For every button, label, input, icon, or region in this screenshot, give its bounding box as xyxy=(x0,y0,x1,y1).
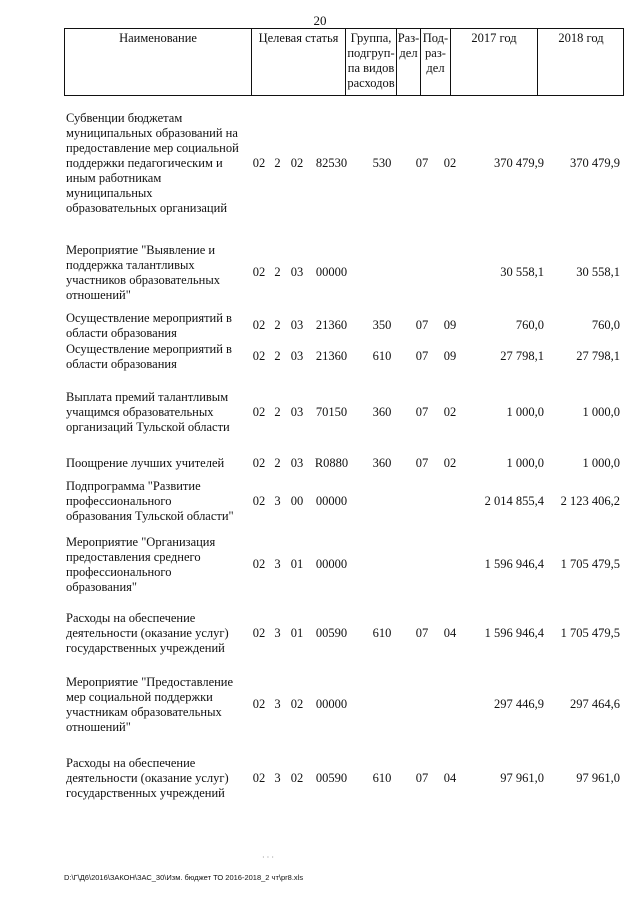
header-2018: 2018 год xyxy=(537,29,624,95)
row-name-line: участников образовательных xyxy=(66,273,220,287)
row-c4: 00000 xyxy=(315,265,348,279)
row-subsection: 02 xyxy=(443,405,457,419)
row-y2018: 1 705 479,5 xyxy=(560,626,620,640)
row-c4: 00590 xyxy=(315,771,348,785)
row-c1: 02 xyxy=(252,318,266,332)
row-c4: 21360 xyxy=(315,318,348,332)
scan-artifact: · · · xyxy=(262,853,274,862)
row-y2018: 27 798,1 xyxy=(576,349,620,363)
header-group xyxy=(345,29,396,95)
row-subsection: 02 xyxy=(443,456,457,470)
row-name xyxy=(66,390,249,435)
row-group: 360 xyxy=(372,405,392,419)
row-c1: 02 xyxy=(252,771,266,785)
row-subsection: 04 xyxy=(443,626,457,640)
header-line: расходов xyxy=(347,76,395,90)
row-name-line: Субвенции бюджетам xyxy=(66,111,183,125)
row-subsection: 02 xyxy=(443,156,457,170)
row-y2018: 97 961,0 xyxy=(576,771,620,785)
row-c2: 3 xyxy=(274,557,281,571)
row-c2: 3 xyxy=(274,697,281,711)
row-c2: 2 xyxy=(274,318,281,332)
row-c4: 00000 xyxy=(315,494,348,508)
row-c2: 2 xyxy=(274,265,281,279)
row-c2: 3 xyxy=(274,494,281,508)
table-row xyxy=(0,111,640,216)
row-name-line: области образования xyxy=(66,357,177,371)
row-c1: 02 xyxy=(252,156,266,170)
row-y2017: 1 596 946,4 xyxy=(484,557,544,571)
row-name-line: Мероприятие "Выявление и xyxy=(66,243,216,257)
row-y2017: 27 798,1 xyxy=(500,349,544,363)
row-name xyxy=(66,535,249,595)
row-y2018: 1 000,0 xyxy=(582,405,620,419)
row-y2017: 370 479,9 xyxy=(494,156,544,170)
row-name-line: мер социальной поддержки xyxy=(66,690,213,704)
row-c1: 02 xyxy=(252,349,266,363)
row-name-line: поддержка талантливых xyxy=(66,258,195,272)
row-group: 530 xyxy=(372,156,392,170)
row-y2017: 297 446,9 xyxy=(494,697,544,711)
table-row xyxy=(0,756,640,801)
row-y2017: 760,0 xyxy=(515,318,544,332)
row-name-line: муниципальных образований на xyxy=(66,126,238,140)
row-y2018: 370 479,9 xyxy=(570,156,620,170)
row-name xyxy=(66,456,249,471)
header-line: Группа, xyxy=(350,31,392,45)
row-name-line: Подпрограмма "Развитие xyxy=(66,479,201,493)
row-name-line: участникам образовательных xyxy=(66,705,222,719)
row-c3: 01 xyxy=(290,557,304,571)
row-name-line: Расходы на обеспечение xyxy=(66,611,196,625)
row-y2017: 1 596 946,4 xyxy=(484,626,544,640)
row-c3: 03 xyxy=(290,349,304,363)
row-c3: 02 xyxy=(290,156,304,170)
header-line: подгруп- xyxy=(347,46,395,60)
row-y2018: 2 123 406,2 xyxy=(560,494,620,508)
table-row xyxy=(0,611,640,656)
row-y2017: 97 961,0 xyxy=(500,771,544,785)
table-row xyxy=(0,479,640,524)
row-c1: 02 xyxy=(252,697,266,711)
header-subsection xyxy=(420,29,450,95)
header-target: Целевая статья xyxy=(251,29,345,95)
row-c4: 00590 xyxy=(315,626,348,640)
footer-path: D:\Г\Д6\2016\ЗАКОН\ЗАС_30\Изм. бюджет ТО 2016-2018_2 чт\pr8.xls xyxy=(64,873,304,882)
row-section: 07 xyxy=(415,456,429,470)
row-subsection: 04 xyxy=(443,771,457,785)
table-row xyxy=(0,535,640,595)
row-name-line: Расходы на обеспечение xyxy=(66,756,196,770)
row-c4: 21360 xyxy=(315,349,348,363)
row-name-line: образования Тульской области" xyxy=(66,509,234,523)
row-name-line: муниципальных xyxy=(66,186,153,200)
row-c2: 2 xyxy=(274,156,281,170)
row-name-line: профессионального xyxy=(66,494,172,508)
page-number: 20 xyxy=(313,13,327,28)
row-name-line: поддержки педагогическим и xyxy=(66,156,223,170)
row-y2018: 1 705 479,5 xyxy=(560,557,620,571)
row-name-line: предоставления среднего xyxy=(66,550,201,564)
row-c4: 00000 xyxy=(315,557,348,571)
row-group: 610 xyxy=(372,626,392,640)
row-name-line: области образования xyxy=(66,326,177,340)
row-group: 360 xyxy=(372,456,392,470)
row-name-line: государственных учреждений xyxy=(66,786,225,800)
row-name-line: учащимся образовательных xyxy=(66,405,214,419)
row-name xyxy=(66,675,249,735)
row-c3: 02 xyxy=(290,697,304,711)
row-y2017: 2 014 855,4 xyxy=(484,494,544,508)
row-c1: 02 xyxy=(252,405,266,419)
row-c2: 2 xyxy=(274,405,281,419)
row-c1: 02 xyxy=(252,557,266,571)
row-section: 07 xyxy=(415,626,429,640)
header-line: Под- xyxy=(422,31,449,45)
row-c2: 3 xyxy=(274,771,281,785)
row-name-line: деятельности (оказание услуг) xyxy=(66,626,229,640)
row-group: 350 xyxy=(372,318,392,332)
row-subsection: 09 xyxy=(443,318,457,332)
row-name-line: отношений" xyxy=(66,720,131,734)
row-section: 07 xyxy=(415,771,429,785)
row-c3: 03 xyxy=(290,456,304,470)
table-row xyxy=(0,456,640,471)
row-y2017: 1 000,0 xyxy=(506,456,544,470)
header-line: дел xyxy=(399,46,418,60)
table-row xyxy=(0,390,640,435)
header-section xyxy=(396,29,420,95)
row-c3: 00 xyxy=(290,494,304,508)
row-c2: 2 xyxy=(274,349,281,363)
row-c3: 01 xyxy=(290,626,304,640)
row-c1: 02 xyxy=(252,456,266,470)
row-section: 07 xyxy=(415,156,429,170)
row-name-line: Мероприятие "Организация xyxy=(66,535,216,549)
row-y2017: 1 000,0 xyxy=(506,405,544,419)
row-name-line: Осуществление мероприятий в xyxy=(66,311,232,325)
row-name-line: Поощрение лучших учителей xyxy=(66,456,225,470)
row-name xyxy=(66,756,249,801)
row-name xyxy=(66,111,249,216)
row-name-line: Осуществление мероприятий в xyxy=(66,342,232,356)
row-c3: 03 xyxy=(290,265,304,279)
row-section: 07 xyxy=(415,405,429,419)
row-name xyxy=(66,479,249,524)
row-name-line: деятельности (оказание услуг) xyxy=(66,771,229,785)
row-name-line: образования" xyxy=(66,580,138,594)
row-name-line: Мероприятие "Предоставление xyxy=(66,675,234,689)
row-c4: 82530 xyxy=(315,156,348,170)
row-name-line: государственных учреждений xyxy=(66,641,225,655)
row-name xyxy=(66,243,249,303)
row-c4: R0880 xyxy=(314,456,349,470)
table-row xyxy=(0,342,640,372)
header-line: Раз- xyxy=(397,31,420,45)
row-name-line: образовательных организаций xyxy=(66,201,228,215)
row-section: 07 xyxy=(415,318,429,332)
row-name-line: организаций Тульской области xyxy=(66,420,230,434)
header-2017: 2017 год xyxy=(450,29,537,95)
row-y2018: 1 000,0 xyxy=(582,456,620,470)
table-row xyxy=(0,675,640,735)
row-c4: 00000 xyxy=(315,697,348,711)
row-c2: 3 xyxy=(274,626,281,640)
table-header xyxy=(64,28,624,96)
row-name-line: отношений" xyxy=(66,288,131,302)
row-name-line: иным работникам xyxy=(66,171,162,185)
row-y2018: 30 558,1 xyxy=(576,265,620,279)
table-row xyxy=(0,243,640,303)
row-y2018: 760,0 xyxy=(591,318,620,332)
row-c3: 03 xyxy=(290,318,304,332)
row-c3: 02 xyxy=(290,771,304,785)
row-name-line: Выплата премий талантливым xyxy=(66,390,229,404)
header-name: Наименование xyxy=(119,31,197,45)
row-section: 07 xyxy=(415,349,429,363)
header-line: па видов xyxy=(347,61,395,75)
row-name-line: предоставление мер социальной xyxy=(66,141,239,155)
row-c4: 70150 xyxy=(315,405,348,419)
row-y2018: 297 464,6 xyxy=(570,697,620,711)
row-c1: 02 xyxy=(252,265,266,279)
row-name xyxy=(66,311,249,341)
row-group: 610 xyxy=(372,349,392,363)
table-row xyxy=(0,311,640,341)
row-name xyxy=(66,342,249,372)
row-c2: 2 xyxy=(274,456,281,470)
row-c1: 02 xyxy=(252,494,266,508)
row-subsection: 09 xyxy=(443,349,457,363)
row-name xyxy=(66,611,249,656)
row-y2017: 30 558,1 xyxy=(500,265,544,279)
row-group: 610 xyxy=(372,771,392,785)
header-line: раз- xyxy=(425,46,446,60)
header-line: дел xyxy=(426,61,445,75)
row-name-line: профессионального xyxy=(66,565,172,579)
row-c3: 03 xyxy=(290,405,304,419)
row-c1: 02 xyxy=(252,626,266,640)
